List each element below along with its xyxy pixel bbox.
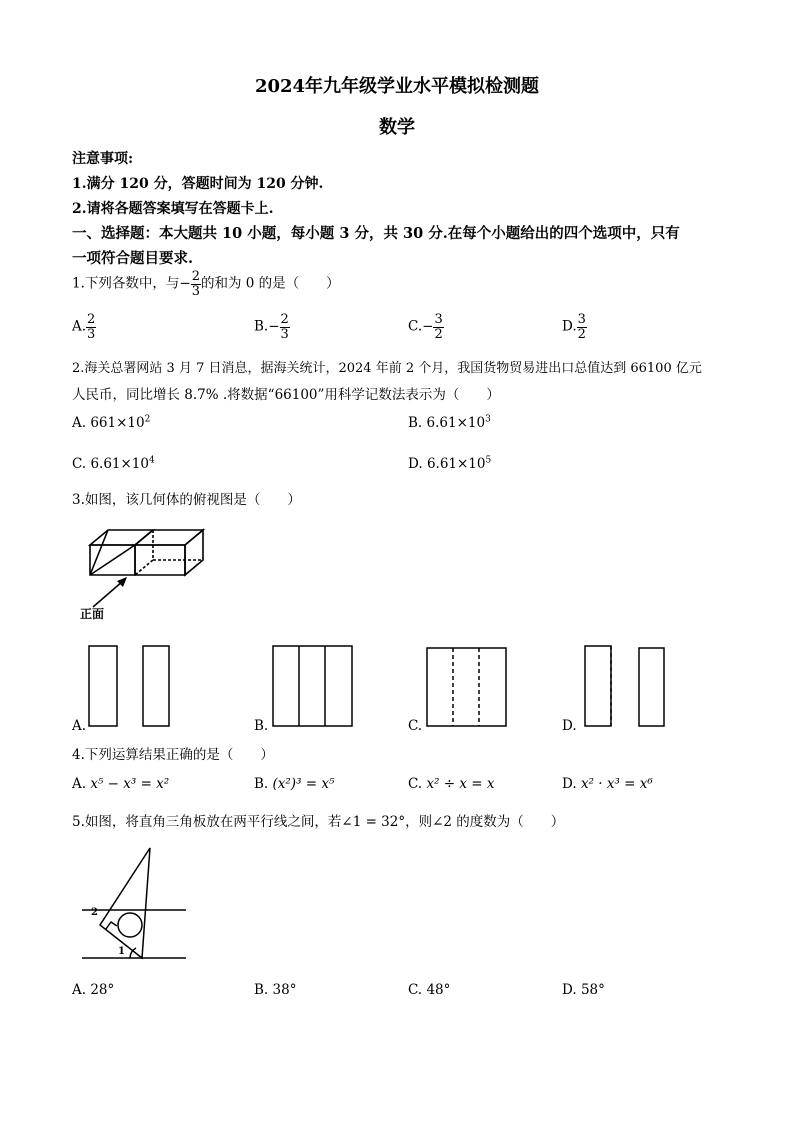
option-sign: −	[422, 318, 434, 335]
notes-item-1: 1.满分 120 分，答题时间为 120 分钟.	[72, 176, 324, 192]
q3-figure-a[interactable]	[88, 645, 178, 727]
q4-option-d[interactable]	[562, 776, 653, 792]
question-4-stem: 4.下列运算结果正确的是（ ）	[72, 747, 274, 763]
option-value: 28°	[90, 982, 115, 998]
option-label: A.	[72, 415, 87, 431]
option-label: D.	[562, 318, 577, 335]
option-label: B.	[408, 415, 423, 431]
notes-heading: 注意事项:	[72, 151, 134, 167]
q3-figure-b[interactable]	[272, 645, 354, 727]
option-label: D.	[562, 776, 577, 792]
q1-option-b[interactable]	[254, 313, 290, 341]
subject-title: 数学	[379, 117, 415, 138]
minus-sign: −	[179, 275, 191, 292]
question-1-text-tail: 的和为 0 的是（ ）	[200, 275, 340, 292]
q2-option-c[interactable]	[72, 456, 155, 472]
section-heading-line1: 一、选择题：本大题共 10 小题，每小题 3 分，共 30 分.在每个小题给出的四个选项中，只有	[72, 225, 680, 242]
option-label: C.	[72, 456, 87, 472]
option-sign: −	[268, 318, 280, 335]
exponent: 5	[485, 455, 492, 466]
fraction-numerator: 2	[280, 312, 289, 327]
fraction-denominator: 2	[577, 326, 586, 342]
question-5-stem: 5.如图，将直角三角板放在两平行线之间，若∠1 = 32°，则∠2 的度数为（ ）	[72, 814, 565, 830]
section-heading-line2: 一项符合题目要求.	[72, 250, 194, 267]
option-value: 6.61×10	[90, 456, 149, 472]
option-value: 38°	[272, 982, 297, 998]
fraction-numerator: 3	[577, 312, 586, 327]
exponent: 3	[485, 414, 491, 425]
exponent: 4	[149, 455, 155, 466]
option-value: 661×10	[90, 415, 145, 431]
exponent: 2	[144, 414, 151, 425]
q4-option-a[interactable]	[72, 776, 169, 792]
q2-option-b[interactable]	[408, 415, 491, 431]
question-2-line1: 2.海关总署网站 3 月 7 日消息，据海关统计，2024 年前 2 个月，我国货物贸易进出口总值达到 66100 亿元	[72, 361, 702, 376]
fraction-denominator: 3	[87, 326, 96, 342]
exam-title: 2024年九年级学业水平模拟检测题	[254, 76, 540, 97]
triangle-ruler-figure	[80, 845, 190, 967]
q5-option-c[interactable]	[408, 982, 450, 998]
fraction-numerator: 2	[87, 312, 96, 327]
option-expression: x² ÷ x = x	[426, 776, 495, 792]
q3-option-c-label: C.	[408, 718, 423, 734]
angle-1-label: 1	[118, 946, 125, 957]
fraction-denominator: 2	[434, 326, 443, 342]
fraction	[280, 313, 290, 341]
notes-item-2: 2.请将各题答案填写在答题卡上.	[72, 201, 274, 217]
option-value: 6.61×10	[426, 456, 486, 472]
q3-figure-c[interactable]	[426, 647, 508, 729]
question-3-stem: 3.如图，该几何体的俯视图是（ ）	[72, 492, 301, 508]
q1-option-d[interactable]	[562, 313, 587, 341]
option-label: A.	[72, 318, 87, 335]
option-label: A.	[72, 776, 87, 792]
option-label: C.	[408, 318, 423, 335]
q1-option-c[interactable]	[408, 313, 444, 341]
q5-option-b[interactable]	[254, 982, 296, 998]
option-value: 58°	[580, 982, 605, 998]
q3-option-d-label: D.	[562, 718, 577, 734]
option-label: B.	[254, 776, 269, 792]
q3-figure-d[interactable]	[584, 645, 666, 727]
option-expression: x⁵ − x³ = x²	[90, 776, 170, 792]
question-1-text: 1.下列各数中，与	[72, 275, 180, 292]
q3-option-b-label: B.	[254, 718, 269, 734]
fraction-denominator: 3	[191, 283, 200, 299]
option-value: 48°	[426, 982, 451, 998]
fraction	[191, 270, 201, 298]
front-label: 正面	[80, 607, 105, 621]
question-1-stem	[72, 270, 340, 298]
option-label: C.	[408, 776, 423, 792]
option-expression: (x²)³ = x⁵	[272, 776, 335, 792]
option-label: D.	[562, 982, 577, 998]
option-label: C.	[408, 982, 423, 998]
fraction	[86, 313, 96, 341]
fraction	[433, 313, 443, 341]
option-label: B.	[254, 982, 269, 998]
q2-option-a[interactable]	[72, 415, 150, 431]
angle-2-label: 2	[91, 907, 98, 918]
fraction-numerator: 3	[434, 312, 443, 327]
option-label: D.	[408, 456, 423, 472]
fraction-denominator: 3	[280, 326, 289, 342]
option-value: 6.61×10	[426, 415, 486, 431]
q3-option-a-label: A.	[72, 718, 87, 734]
q2-option-d[interactable]	[408, 456, 491, 472]
option-expression: x² · x³ = x⁶	[580, 776, 653, 792]
q4-option-b[interactable]	[254, 776, 334, 792]
option-label: A.	[72, 982, 87, 998]
question-2-line2: 人民币，同比增长 8.7% .将数据“66100”用科学记数法表示为（ ）	[72, 387, 500, 403]
option-label: B.	[254, 318, 269, 335]
q4-option-c[interactable]	[408, 776, 494, 792]
fraction	[577, 313, 587, 341]
fraction-numerator: 2	[191, 269, 200, 284]
q5-option-d[interactable]	[562, 982, 605, 998]
q1-option-a[interactable]	[72, 313, 96, 341]
q5-option-a[interactable]	[72, 982, 114, 998]
